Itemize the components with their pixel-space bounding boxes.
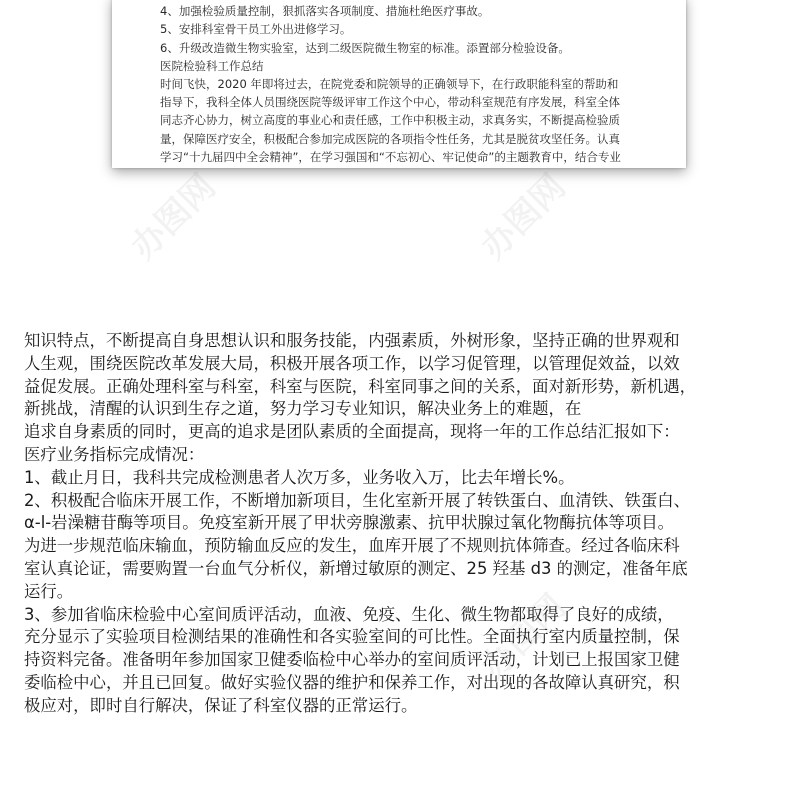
preview-line: 4、加强检验质量控制，狠抓落实各项制度、措施杜绝医疗事故。 [160, 4, 490, 19]
preview-line: 6、升级改造微生物实验室，达到二级医院微生物室的标准。添置部分检验设备。 [160, 40, 570, 55]
body-line: 为进一步规范临床输血，预防输血反应的发生，血库开展了不规则抗体筛查。经过各临床科 [24, 536, 680, 556]
preview-area [0, 0, 800, 300]
preview-text [160, 0, 680, 166]
list-item: 1、截止月日，我科共完成检测患者人次万多，业务收入万，比去年增长%。 [24, 467, 575, 487]
body-line: α-l-岩澡糖苷酶等项目。免疫室新开展了甲状旁腺激素、抗甲状腺过氧化物酶抗体等项目。 [24, 513, 675, 533]
body-line: 人生观，围绕医院改革发展大局，积极开展各项工作，以学习促管理，以管理促效益，以效 [24, 353, 680, 373]
body-line: 益促发展。正确处理科室与科室，科室与医院，科室同事之间的关系，面对新形势，新机遇， [24, 376, 697, 396]
body-line: 委临检中心，并且已回复。做好实验仪器的维护和保养工作，对出现的各故障认真研究，积 [24, 672, 680, 692]
preview-line: 时间飞快，2020 年即将过去，在院党委和院领导的正确领导下，在行政职能科室的帮助和 [160, 77, 619, 92]
body-line: 充分显示了实验项目检测结果的准确性和各实验室间的可比性。全面执行室内质量控制，保 [24, 627, 680, 647]
body-line: 追求自身素质的同时，更高的追求是团队素质的全面提高，现将一年的工作总结汇报如下： [24, 422, 680, 442]
preview-heading: 医院检验科工作总结 [160, 58, 264, 73]
body-line: 知识特点，不断提高自身思想认识和服务技能，内强素质，外树形象，坚持正确的世界观和 [24, 331, 680, 350]
body-line: 运行。 [24, 581, 74, 601]
body-line: 极应对，即时自行解决，保证了科室仪器的正常运行。 [24, 695, 418, 715]
preview-line: 指导下，我科全体人员围绕医院等级评审工作这个中心，带动科室规范有序发展，科室全体 [160, 95, 620, 110]
preview-line: 5、安排科室骨干员工外出进修学习。 [160, 22, 352, 37]
section-heading: 医疗业务指标完成情况： [24, 444, 205, 464]
body-line: 持资料完备。准备明年参加国家卫健委临检中心举办的室间质评活动，计划已上报国家卫健 [24, 650, 680, 670]
document-preview-card [112, 0, 686, 168]
preview-line: 量，保障医疗安全，积极配合参加完成医院的各项指令性任务，尤其是脱贫攻坚任务。认真 [160, 131, 620, 146]
watermark: 办图网 [473, 586, 574, 688]
preview-line: 同志齐心协力，树立高度的事业心和责任感，工作中积极主动，求真务实，不断提高检验质 [160, 113, 620, 128]
list-item: 3、参加省临床检验中心室间质评活动，血液、免疫、生化、微生物都取得了良好的成绩， [24, 604, 674, 624]
list-item: 2、积极配合临床开展工作，不断增加新项目，生化室新开展了转铁蛋白、血清铁、铁蛋白、 [24, 490, 691, 510]
body-line: 新挑战，清醒的认识到生存之道，努力学习专业知识，解决业务上的难题，在 [24, 399, 582, 419]
document-body [24, 330, 780, 718]
body-line: 室认真论证，需要购置一台血气分析仪，新增过敏原的测定、25 羟基 d3 的测定，准备年底 [24, 558, 688, 578]
preview-line: 学习“十九届四中全会精神”，在学习强国和“不忘初心、牢记使命”的主题教育中，结合专业 [160, 149, 621, 164]
